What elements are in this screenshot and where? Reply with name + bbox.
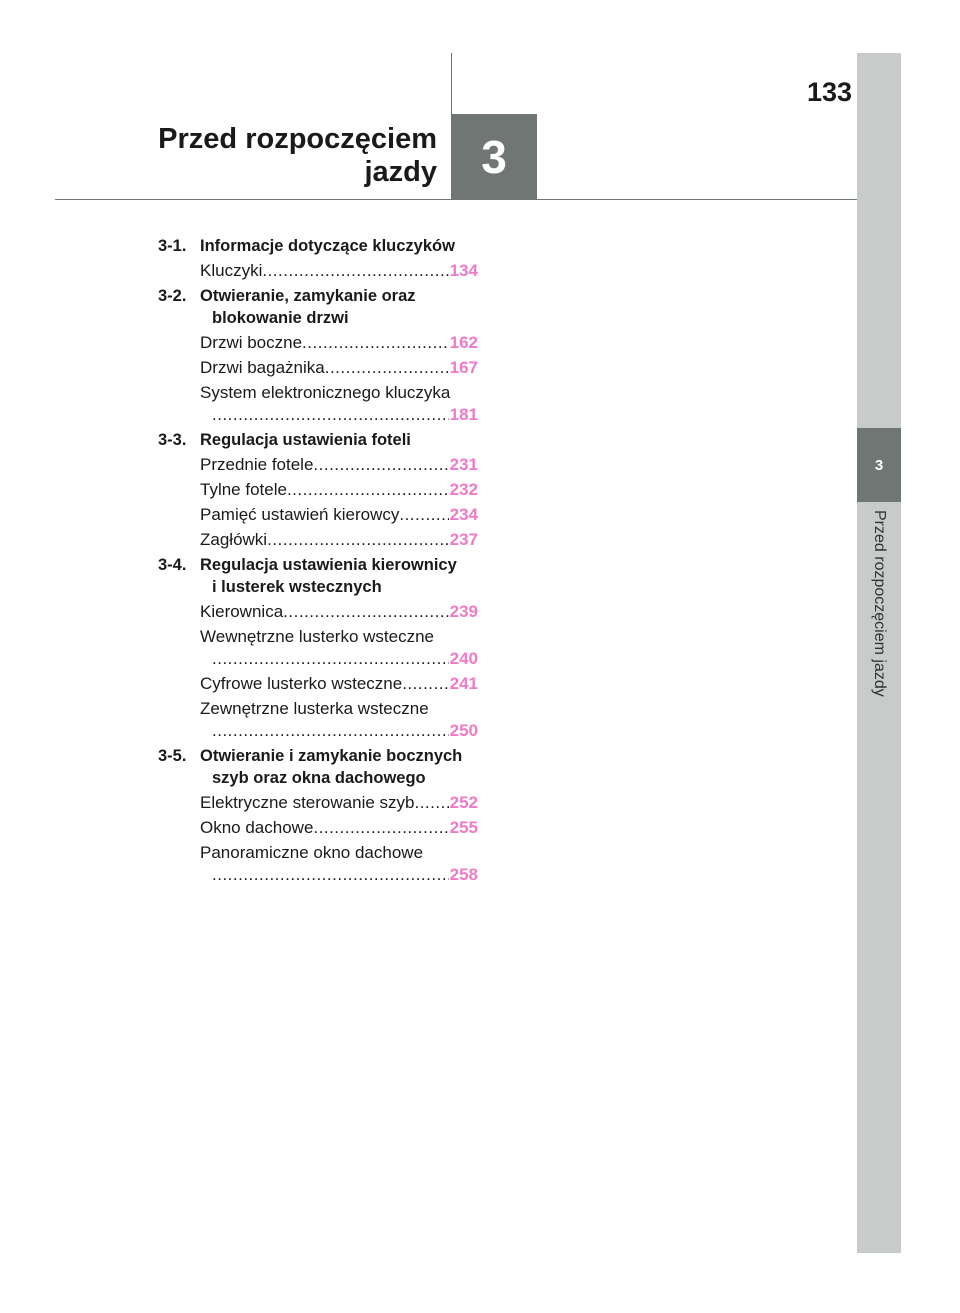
section-number: 3-5. xyxy=(158,747,187,765)
entry-page[interactable]: 258 xyxy=(449,865,478,884)
entry-page[interactable]: 231 xyxy=(449,455,478,474)
side-chapter-label: Przed rozpoczęciem jazdy xyxy=(871,510,888,697)
toc-section[interactable] xyxy=(158,745,478,789)
entry-label: Drzwi bagażnika xyxy=(200,358,325,377)
toc-entry[interactable] xyxy=(158,601,478,623)
page-number: 133 xyxy=(806,77,852,107)
toc-entry[interactable] xyxy=(158,332,478,354)
toc-entry[interactable] xyxy=(158,626,478,670)
toc-entry[interactable] xyxy=(158,817,478,839)
entry-label: Okno dachowe xyxy=(200,818,314,837)
entry-label: Drzwi boczne xyxy=(200,333,303,352)
section-title-cont: szyb oraz okna dachowego xyxy=(212,769,426,787)
chapter-title-line1: Przed rozpoczęciem xyxy=(158,123,437,155)
entry-label: Wewnętrzne lusterko wsteczne xyxy=(200,627,435,646)
header-divider-horizontal xyxy=(55,199,857,200)
toc-entry[interactable] xyxy=(158,504,478,526)
section-title: Otwieranie i zamykanie bocznych xyxy=(200,747,463,765)
section-number: 3-3. xyxy=(158,431,187,449)
toc-entry[interactable] xyxy=(158,842,478,886)
entry-page[interactable]: 167 xyxy=(449,358,478,377)
entry-page[interactable]: 234 xyxy=(449,505,478,524)
toc-entry[interactable] xyxy=(158,382,478,426)
toc-section[interactable] xyxy=(158,554,478,598)
toc-section[interactable] xyxy=(158,235,478,257)
section-title-cont: blokowanie drzwi xyxy=(212,309,349,327)
entry-page[interactable]: 252 xyxy=(449,793,478,812)
entry-page[interactable]: 134 xyxy=(449,261,478,280)
section-number: 3-4. xyxy=(158,556,187,574)
entry-page[interactable]: 255 xyxy=(449,818,478,837)
toc-entry[interactable] xyxy=(158,479,478,501)
entry-label: Elektryczne sterowanie szyb xyxy=(200,793,415,812)
entry-label: Tylne fotele xyxy=(200,480,287,499)
entry-label: Kluczyki xyxy=(200,261,263,280)
toc-entry[interactable] xyxy=(158,529,478,551)
toc-entry[interactable] xyxy=(158,357,478,379)
entry-label: System elektronicznego kluczyka xyxy=(200,383,451,402)
section-title: Regulacja ustawienia foteli xyxy=(200,431,411,449)
table-of-contents xyxy=(158,235,478,889)
toc-entry[interactable] xyxy=(158,673,478,695)
chapter-title-line2: jazdy xyxy=(364,156,437,188)
entry-page[interactable]: 237 xyxy=(449,530,478,549)
entry-label: Zagłówki xyxy=(200,530,268,549)
entry-label: Kierownica xyxy=(200,602,284,621)
entry-label: Panoramiczne okno dachowe xyxy=(200,843,424,862)
toc-entry[interactable] xyxy=(158,260,478,282)
toc-entry[interactable] xyxy=(158,698,478,742)
entry-page[interactable]: 181 xyxy=(449,405,478,424)
entry-page[interactable]: 250 xyxy=(449,721,478,740)
toc-section[interactable] xyxy=(158,429,478,451)
section-number: 3-2. xyxy=(158,287,187,305)
entry-label: Cyfrowe lusterko wsteczne xyxy=(200,674,403,693)
toc-section[interactable] xyxy=(158,285,478,329)
entry-page[interactable]: 239 xyxy=(449,602,478,621)
entry-page[interactable]: 241 xyxy=(449,674,478,693)
entry-label: Zewnętrzne lusterka wsteczne xyxy=(200,699,429,718)
section-number: 3-1. xyxy=(158,237,187,255)
chapter-number-box: 3 xyxy=(451,114,537,199)
section-title: Informacje dotyczące kluczyków xyxy=(200,237,455,255)
entry-label: Pamięć ustawień kierowcy xyxy=(200,505,400,524)
section-title: Otwieranie, zamykanie oraz xyxy=(200,287,416,305)
side-chapter-tab[interactable]: 3 xyxy=(857,428,901,502)
header-divider-vertical xyxy=(451,53,452,115)
section-title-cont: i lusterek wstecznych xyxy=(212,578,382,596)
toc-entry[interactable] xyxy=(158,454,478,476)
entry-page[interactable]: 162 xyxy=(449,333,478,352)
entry-page[interactable]: 232 xyxy=(449,480,478,499)
section-title: Regulacja ustawienia kierownicy xyxy=(200,556,457,574)
chapter-title xyxy=(158,123,437,189)
entry-label: Przednie fotele xyxy=(200,455,314,474)
entry-page[interactable]: 240 xyxy=(449,649,478,668)
toc-entry[interactable] xyxy=(158,792,478,814)
